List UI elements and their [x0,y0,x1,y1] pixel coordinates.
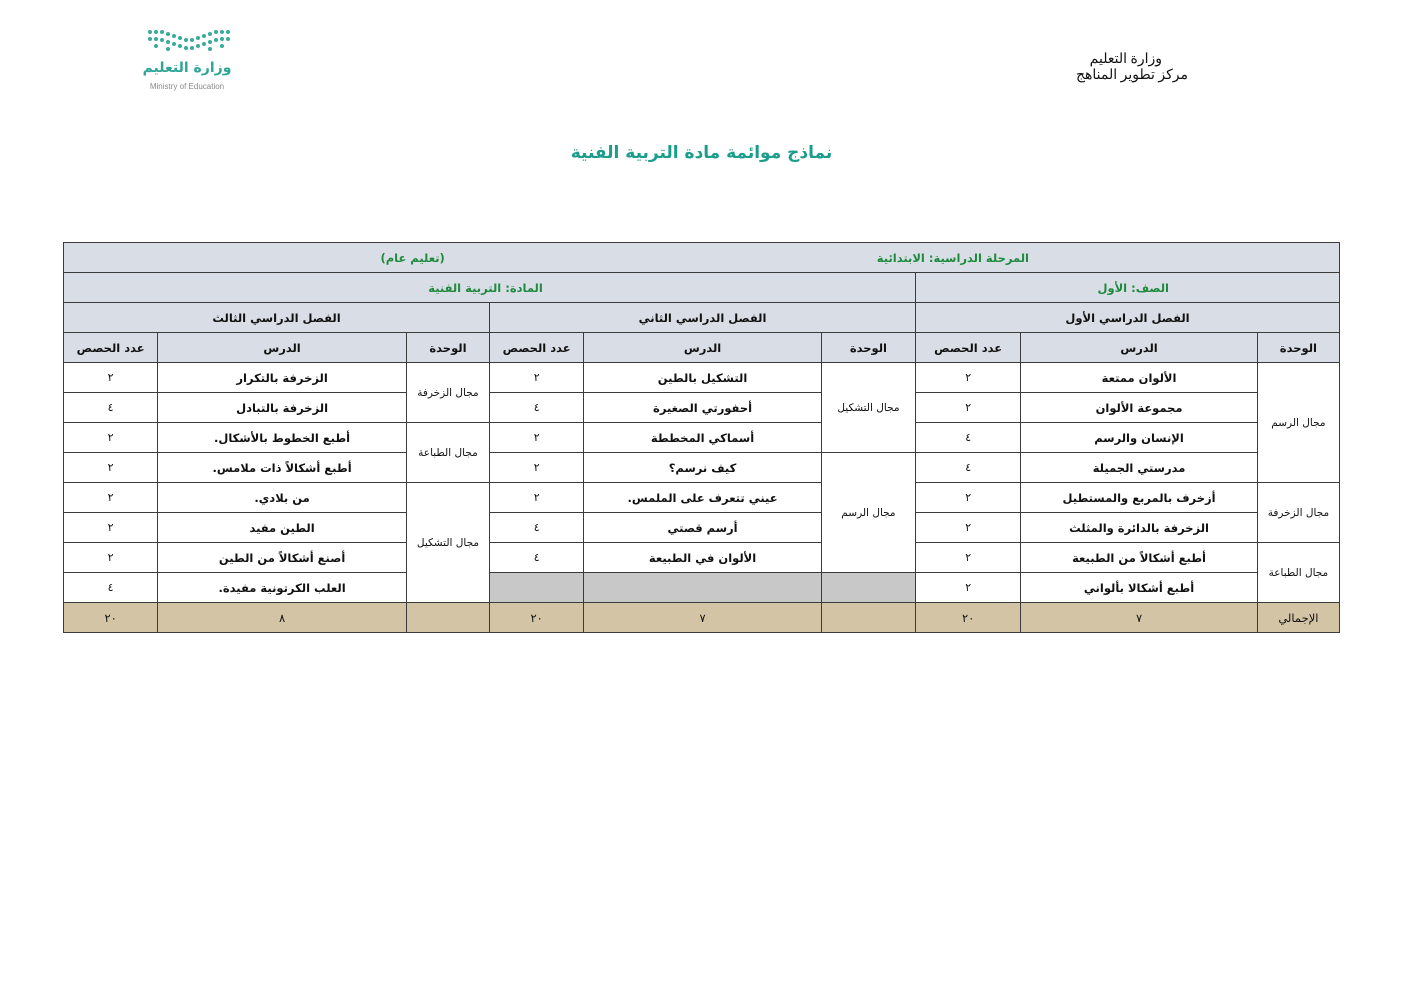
terms-row [64,303,1340,333]
t2-lesson-header: الدرس [584,333,822,363]
term3-header: الفصل الدراسي الثالث [64,303,490,333]
t3-lesson-header: الدرس [158,333,407,363]
t2-total-count: ٢٠ [490,603,584,633]
t2-lesson-cell: أسماكي المخططة [584,423,822,453]
t1-count-cell: ٢ [916,513,1021,543]
t1-count-header: عدد الحصص [916,333,1021,363]
t1-lesson-cell: الزخرفة بالدائرة والمثلث [1021,513,1258,543]
table-row [64,483,1340,513]
t1-lesson-cell: أطبع أشكالاً من الطبيعة [1021,543,1258,573]
t1-lesson-cell: مجموعة الألوان [1021,393,1258,423]
t3-count-cell: ٢ [64,543,158,573]
t3-total-unit [406,603,489,633]
t1-count-cell: ٤ [916,453,1021,483]
curriculum-center: مركز تطوير المناهج [1075,68,1188,83]
t2-total-lessons: ٧ [584,603,822,633]
t2-count-cell: ٤ [490,393,584,423]
t3-unit-header: الوحدة [406,333,489,363]
t1-lesson-cell: الإنسان والرسم [1021,423,1258,453]
t2-total-unit [821,603,915,633]
table-row [64,573,1340,603]
grade-cell: الصف: الأول [916,273,1340,303]
t1-total-count: ٢٠ [916,603,1021,633]
t2-lesson-cell: عيني تتعرف على الملمس. [584,483,822,513]
t1-count-cell: ٢ [916,543,1021,573]
t2-count-header: عدد الحصص [490,333,584,363]
table-row [64,453,1340,483]
subject-cell: المادة: التربية الفنية [64,273,916,303]
t1-total-lessons: ٧ [1021,603,1258,633]
t3-count-cell: ٤ [64,393,158,423]
t3-lesson-cell: الزخرفة بالتبادل [158,393,407,423]
t3-lesson-cell: أطبع أشكالاً ذات ملامس. [158,453,407,483]
t3-count-cell: ٤ [64,573,158,603]
t1-unit-cell: مجال الزخرفة [1257,483,1339,543]
table-row [64,513,1340,543]
t3-count-header: عدد الحصص [64,333,158,363]
stage-cell [64,243,1340,273]
page-title: نماذج موائمة مادة التربية الفنية [570,143,833,163]
t3-lesson-cell: من بلادي. [158,483,407,513]
t1-lesson-header: الدرس [1021,333,1258,363]
total-row [64,603,1340,633]
t2-count-cell: ٢ [490,453,584,483]
t1-lesson-cell: الألوان ممتعة [1021,363,1258,393]
t3-lesson-cell: الطين مفيد [158,513,407,543]
t2-unit-cell: مجال التشكيل [821,363,915,453]
t1-lesson-cell: أطبع أشكالا بألواني [1021,573,1258,603]
t3-lesson-cell: أطبع الخطوط بالأشكال. [158,423,407,453]
t3-unit-cell: مجال التشكيل [406,483,489,603]
t3-lesson-cell: العلب الكرتونية مفيدة. [158,573,407,603]
t3-lesson-cell: أصنع أشكالاً من الطين [158,543,407,573]
track-label: (تعليم عام) [380,250,445,265]
t3-count-cell: ٢ [64,453,158,483]
t2-count-cell: ٢ [490,423,584,453]
logo-text-ar: وزارة التعليم [142,60,232,76]
t2-empty-unit-cell [821,573,915,603]
t1-unit-cell: مجال الرسم [1257,363,1339,483]
t2-lesson-cell: كيف نرسم؟ [584,453,822,483]
t3-count-cell: ٢ [64,423,158,453]
column-header-row [64,333,1340,363]
t1-count-cell: ٢ [916,393,1021,423]
t3-unit-cell: مجال الزخرفة [406,363,489,423]
t2-empty-count-cell [490,573,584,603]
t3-count-cell: ٢ [64,483,158,513]
t3-total-count: ٢٠ [64,603,158,633]
t1-lesson-cell: مدرستي الجميلة [1021,453,1258,483]
grade-row [64,273,1340,303]
t3-count-cell: ٢ [64,363,158,393]
t3-lesson-cell: الزخرفة بالتكرار [158,363,407,393]
t2-empty-lesson-cell [584,573,822,603]
t1-count-cell: ٢ [916,363,1021,393]
t3-count-cell: ٢ [64,513,158,543]
logo-dots-icon [146,28,234,54]
t1-count-cell: ٢ [916,483,1021,513]
t1-unit-header: الوحدة [1257,333,1339,363]
t2-count-cell: ٢ [490,363,584,393]
t1-count-cell: ٢ [916,573,1021,603]
t3-unit-cell: مجال الطباعة [406,423,489,483]
curriculum-table [63,242,1340,633]
table-row [64,363,1340,393]
t1-unit-cell: مجال الطباعة [1257,543,1339,603]
table-row [64,423,1340,453]
t2-lesson-cell: أحفورتي الصغيرة [584,393,822,423]
t1-lesson-cell: أزخرف بالمربع والمستطيل [1021,483,1258,513]
total-label: الإجمالي [1257,603,1339,633]
t2-count-cell: ٤ [490,543,584,573]
ministry-name: وزارة التعليم [1089,52,1162,67]
t3-total-lessons: ٨ [158,603,407,633]
logo-text-en: Ministry of Education [149,82,225,91]
t2-count-cell: ٢ [490,483,584,513]
stage-label: المرحلة الدراسية: الابتدائية [876,250,1029,265]
table-row [64,543,1340,573]
table-row [64,393,1340,423]
term1-header: الفصل الدراسي الأول [916,303,1340,333]
t1-count-cell: ٤ [916,423,1021,453]
stage-row [64,243,1340,273]
t2-lesson-cell: التشكيل بالطين [584,363,822,393]
term2-header: الفصل الدراسي الثاني [490,303,916,333]
t2-count-cell: ٤ [490,513,584,543]
t2-lesson-cell: الألوان في الطبيعة [584,543,822,573]
t2-lesson-cell: أرسم قصتي [584,513,822,543]
t2-unit-cell: مجال الرسم [821,453,915,573]
t2-unit-header: الوحدة [821,333,915,363]
ministry-header [1076,52,1188,84]
ministry-logo [140,26,240,96]
